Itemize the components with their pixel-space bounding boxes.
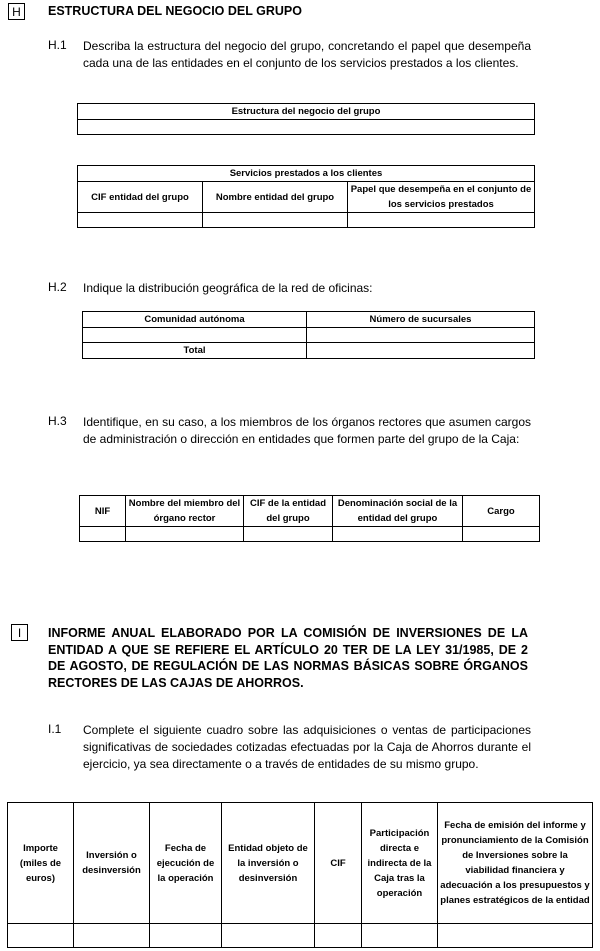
table-cell[interactable] xyxy=(438,924,593,948)
table-cell[interactable] xyxy=(315,924,362,948)
column-comunidad: Comunidad autónoma xyxy=(83,312,307,328)
question-h1-number: H.1 xyxy=(48,38,67,52)
section-h-title: ESTRUCTURA DEL NEGOCIO DEL GRUPO xyxy=(48,4,302,18)
total-cell[interactable] xyxy=(307,343,535,359)
table-cell[interactable] xyxy=(244,527,333,542)
question-i1-number: I.1 xyxy=(48,722,62,736)
section-i-letter: I xyxy=(11,624,28,641)
table-cell[interactable] xyxy=(203,213,348,228)
table-cell[interactable] xyxy=(222,924,315,948)
table-cell[interactable] xyxy=(80,527,126,542)
table-cell[interactable] xyxy=(83,328,307,343)
investments-table xyxy=(7,802,593,948)
column-participacion: Participación directa e indirecta de la Caja tras la operación xyxy=(362,803,438,924)
table-cell[interactable] xyxy=(74,924,150,948)
question-i1-text: Complete el siguiente cuadro sobre las adquisiciones o ventas de participaciones significativas de sociedades cotizadas efectuadas por la Caja de Ahorros durante el ejercicio, ya sea directamente o a través de entidades de su mismo grupo. xyxy=(83,723,531,771)
column-entidad-objeto: Entidad objeto de la inversión o desinversión xyxy=(222,803,315,924)
column-denominacion: Denominación social de la entidad del grupo xyxy=(333,496,463,527)
table-cell[interactable] xyxy=(126,527,244,542)
question-h2-number: H.2 xyxy=(48,280,67,294)
table-cell[interactable] xyxy=(333,527,463,542)
column-nombre-entidad: Nombre entidad del grupo xyxy=(203,182,348,213)
client-services-header: Servicios prestados a los clientes xyxy=(78,166,535,182)
column-cif-entidad: CIF de la entidad del grupo xyxy=(244,496,333,527)
table-cell[interactable] xyxy=(348,213,535,228)
table-cell[interactable] xyxy=(307,328,535,343)
business-structure-table xyxy=(77,103,535,135)
column-fecha-ejecucion: Fecha de ejecución de la operación xyxy=(150,803,222,924)
table-cell[interactable] xyxy=(362,924,438,948)
column-cif: CIF xyxy=(315,803,362,924)
column-sucursales: Número de sucursales xyxy=(307,312,535,328)
table-cell[interactable] xyxy=(78,213,203,228)
question-h3-text: Identifique, en su caso, a los miembros de los órganos rectores que asumen cargos de administración o dirección en entidades que formen parte del grupo de la Caja: xyxy=(83,415,531,446)
question-h1-text: Describa la estructura del negocio del grupo, concretando el papel que desempeña cada una de las entidades en el conjunto de los servicios prestados a los clientes. xyxy=(83,39,531,70)
board-members-table xyxy=(79,495,540,542)
client-services-table xyxy=(77,165,535,228)
section-i-title: INFORME ANUAL ELABORADO POR LA COMISIÓN DE INVERSIONES DE LA ENTIDAD A QUE SE REFIERE EL ARTÍCULO 20 TER DE LA LEY 31/1985, DE 2 DE AGOSTO, DE REGULACIÓN DE LAS NORMAS BÁSICAS SOBRE ÓRGANOS RECTORES DE LAS CAJAS DE AHORROS. xyxy=(48,626,528,690)
question-h2-text: Indique la distribución geográfica de la red de oficinas: xyxy=(83,281,373,295)
office-distribution-table xyxy=(82,311,535,359)
column-cif-entidad: CIF entidad del grupo xyxy=(78,182,203,213)
business-structure-cell[interactable] xyxy=(78,120,535,135)
column-nombre-miembro: Nombre del miembro del órgano rector xyxy=(126,496,244,527)
table-cell[interactable] xyxy=(150,924,222,948)
total-label: Total xyxy=(83,343,307,359)
table-cell[interactable] xyxy=(463,527,540,542)
business-structure-header: Estructura del negocio del grupo xyxy=(78,104,535,120)
column-cargo: Cargo xyxy=(463,496,540,527)
column-nif: NIF xyxy=(80,496,126,527)
table-cell[interactable] xyxy=(8,924,74,948)
section-h-letter: H xyxy=(8,3,25,20)
column-importe: Importe (miles de euros) xyxy=(8,803,74,924)
question-h3-number: H.3 xyxy=(48,414,67,428)
column-fecha-emision: Fecha de emisión del informe y pronunciamiento de la Comisión de Inversiones sobre la viabilidad financiera y adecuación a los presupuestos y planes estratégicos de la entidad xyxy=(438,803,593,924)
column-papel: Papel que desempeña en el conjunto de los servicios prestados xyxy=(348,182,535,213)
column-inversion: Inversión o desinversión xyxy=(74,803,150,924)
